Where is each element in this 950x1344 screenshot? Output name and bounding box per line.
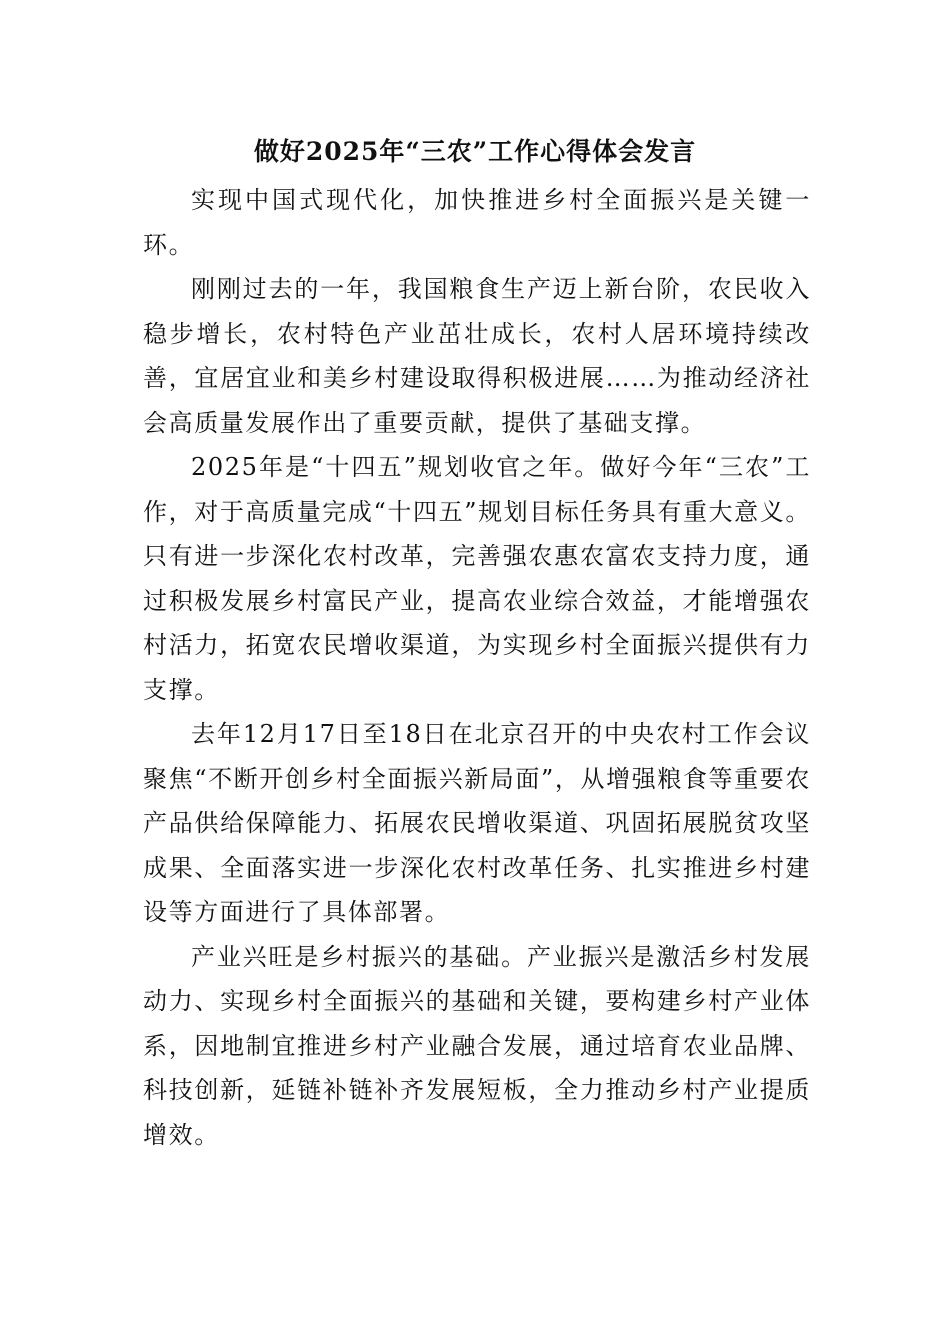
paragraph-1: 实现中国式现代化，加快推进乡村全面振兴是关键一环。 (143, 186, 811, 259)
paragraph-3: 2025年是“十四五”规划收官之年。做好今年“三农”工作，对于高质量完成“十四五”规划目标任务具有重大意义。只有进一步深化农村改革，完善强农惠农富农支持力度，通过积极发展乡村富民产业，提高农业综合效益，才能增强农村活力，拓宽农民增收渠道，为实现乡村全面振兴提供有力支撑。 (143, 453, 811, 704)
paragraph-4: 去年12月17日至18日在北京召开的中央农村工作会议聚焦“不断开创乡村全面振兴新局面”，从增强粮食等重要农产品供给保障能力、拓展农民增收渠道、巩固拓展脱贫攻坚成果、全面落实进一步深化农村改革任务、扎实推进乡村建设等方面进行了具体部署。 (143, 720, 811, 926)
paragraph-2: 刚刚过去的一年，我国粮食生产迈上新台阶，农民收入稳步增长，农村特色产业茁壮成长，农村人居环境持续改善，宜居宜业和美乡村建设取得积极进展……为推动经济社会高质量发展作出了重要贡献，提供了基础支撑。 (143, 275, 811, 437)
paragraph-5: 产业兴旺是乡村振兴的基础。产业振兴是激活乡村发展动力、实现乡村全面振兴的基础和关键，要构建乡村产业体系，因地制宜推进乡村产业融合发展，通过培育农业品牌、科技创新，延链补链补齐发展短板，全力推动乡村产业提质增效。 (143, 942, 811, 1149)
document-body (143, 178, 811, 1157)
document-title: 做好2025年“三农”工作心得体会发言 (253, 137, 697, 166)
